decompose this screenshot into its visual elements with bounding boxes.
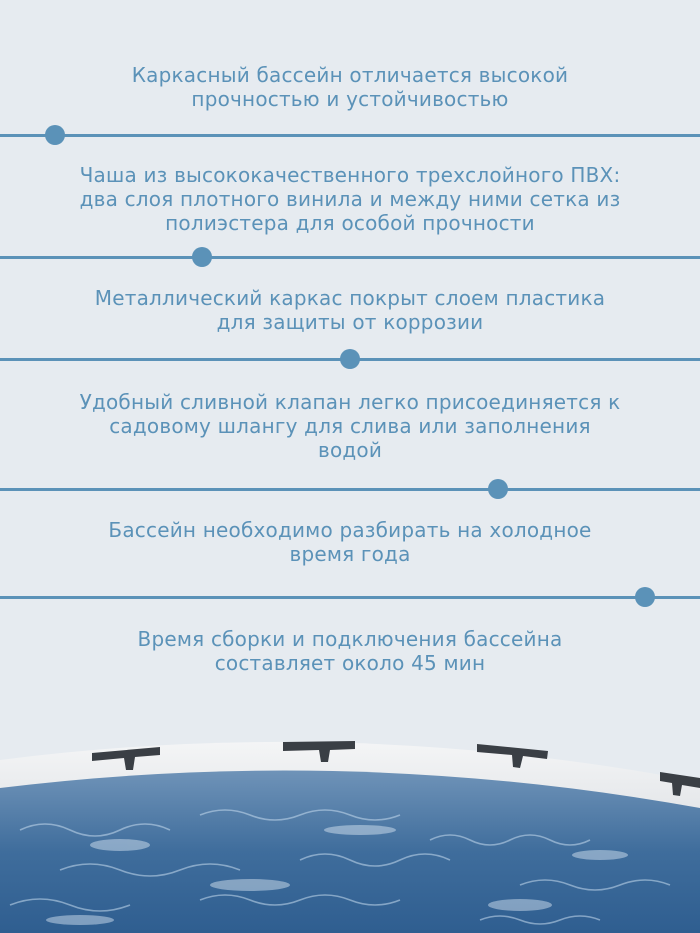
divider-2 xyxy=(0,256,700,259)
divider-4-dot xyxy=(488,479,508,499)
divider-3-dot xyxy=(340,349,360,369)
feature-1-line-1: Каркасный бассейн отличается высокой xyxy=(131,63,569,87)
feature-3 xyxy=(0,286,700,334)
feature-1 xyxy=(0,63,700,111)
feature-6-line-1: Время сборки и подключения бассейна xyxy=(137,627,563,651)
feature-3-line-2: для защиты от коррозии xyxy=(216,310,484,334)
feature-2-line-3: полиэстера для особой прочности xyxy=(165,211,535,235)
feature-2-line-2: два слоя плотного винила и между ними сетка из xyxy=(79,187,621,211)
feature-2 xyxy=(0,163,700,235)
divider-5-dot xyxy=(635,587,655,607)
feature-4 xyxy=(0,390,700,462)
feature-5 xyxy=(0,518,700,566)
feature-5-line-2: время года xyxy=(289,542,411,566)
feature-5-line-1: Бассейн необходимо разбирать на холодное xyxy=(108,518,592,542)
pool-illustration xyxy=(0,720,700,933)
feature-6 xyxy=(0,627,700,675)
divider-3 xyxy=(0,358,700,361)
feature-4-line-2: садовому шлангу для слива или заполнения xyxy=(109,414,591,438)
divider-5 xyxy=(0,596,700,599)
divider-2-dot xyxy=(192,247,212,267)
feature-4-line-3: водой xyxy=(317,438,383,462)
divider-1 xyxy=(0,134,700,137)
divider-1-dot xyxy=(45,125,65,145)
feature-3-line-1: Металлический каркас покрыт слоем пластика xyxy=(94,286,606,310)
feature-6-line-2: составляет около 45 мин xyxy=(214,651,486,675)
feature-4-line-1: Удобный сливной клапан легко присоединяется к xyxy=(79,390,621,414)
divider-4 xyxy=(0,488,700,491)
feature-1-line-2: прочностью и устойчивостью xyxy=(191,87,509,111)
feature-2-line-1: Чаша из высококачественного трехслойного ПВХ: xyxy=(79,163,621,187)
